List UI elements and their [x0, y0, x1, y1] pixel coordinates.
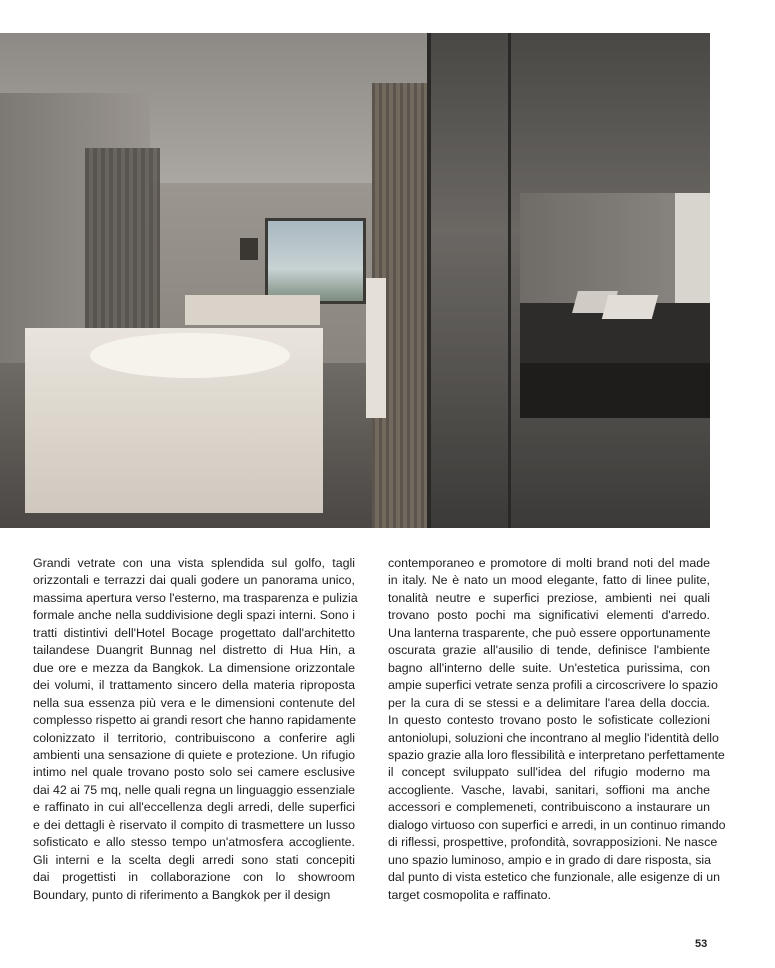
text-line: complesso rispetto ai grandi resort che hanno rapidamente — [33, 713, 357, 728]
text-line: tonalità neutre e superfici preziose, ambienti nei quali — [388, 590, 710, 605]
text-line: contemporaneo e promotore di molti brand noti del made — [388, 556, 710, 570]
text-line: il concept sviluppato sull'idea del rifugio moderno ma — [388, 765, 710, 780]
text-line: sofisticato e allo stesso tempo un'atmosfera accogliente. — [33, 835, 355, 850]
text-line: tratti distintivi dell'Hotel Bocage progettato dall'architetto — [33, 625, 355, 640]
text-line: Una lanterna trasparente, che può essere opportunamente — [388, 625, 711, 640]
pillow — [602, 295, 658, 319]
text-line: spazio grazie alla loro flessibilità e interpretano perfettamente — [388, 747, 725, 762]
coffee-table — [520, 363, 710, 418]
text-line: accogliente. Vasche, lavabi, sanitari, soffioni ma anche — [388, 782, 710, 797]
text-line: massima apertura verso l'esterno, ma trasparenza e pulizia — [33, 590, 358, 605]
text-line: formale anche nella suddivisione degli spazi interni. Sono i — [33, 608, 355, 623]
text-line: dal punto di vista estetico che funzionale, alle esigenze di un — [388, 870, 721, 885]
text-line: In questo contesto trovano posto le sofisticate collezioni — [388, 713, 710, 728]
text-line: oscurata grazie all'ausilio di tende, definisce l'ambiente — [388, 643, 710, 658]
text-line: nella sua essenza più vera e le dimensioni contenute del — [33, 695, 355, 710]
text-line: e dei dettagli è riservato il compito di trasmettere un lusso — [33, 817, 355, 832]
bathtub-basin — [90, 333, 290, 378]
text-line: colonizzato il territorio, contribuiscono a conferire agli — [33, 730, 355, 745]
text-line: Gli interni e la scelta degli arredi sono stati concepiti — [33, 852, 355, 867]
text-line: dai 42 ai 75 mq, nelle quali regna un linguaggio essenziale — [33, 782, 355, 797]
text-line: orizzontali e terrazzi dai quali godere un panorama unico, — [33, 573, 355, 588]
window-view — [265, 218, 366, 304]
text-line: e raffinato in cui all'eccellenza degli arredi, delle superfici — [33, 800, 355, 815]
text-line: intimo nel quale trovano posto solo sei camere esclusive — [33, 765, 355, 780]
article-column-right — [388, 555, 726, 904]
text-line: Boundary, punto di riferimento a Bangkok per il design — [33, 887, 331, 902]
bed — [185, 295, 320, 325]
lamp — [240, 238, 258, 260]
glass-frame — [508, 33, 511, 528]
text-line: in italy. Ne è nato un mood elegante, fatto di linee pulite, — [388, 573, 710, 588]
glass-frame — [427, 33, 431, 528]
page-number: 53 — [695, 938, 708, 950]
text-line: tailandese Duangrit Bunnag nel distretto di Hua Hin, a — [33, 643, 355, 658]
text-line: per la cura di se stessi e a delimitare l'area della doccia. — [388, 695, 710, 710]
article-column-left — [33, 555, 358, 904]
text-line: uno spazio luminoso, ampio e in grado di dare risposta, sia — [388, 852, 712, 867]
text-line: antoniolupi, soluzioni che incontrano al meglio l'identità dello — [388, 730, 719, 745]
text-line: trovano posto pochi ma significativi elementi d'arredo. — [388, 608, 710, 623]
text-line: target cosmopolita e raffinato. — [388, 887, 552, 902]
wall-art — [675, 193, 710, 303]
text-line: Grandi vetrate con una vista splendida sul golfo, tagli — [33, 556, 355, 570]
text-line: ampie superfici vetrate senza profili a circoscrivere lo spazio — [388, 678, 718, 693]
text-line: accessori e complemeneti, contribuiscono a instaurare un — [388, 800, 710, 815]
text-line: ambienti una sensazione di quiete e protezione. Un rifugio — [33, 747, 355, 762]
text-line: dei volumi, il trattamento sincero della materia riproposta — [33, 678, 355, 693]
hotel-suite-photo — [0, 33, 710, 528]
text-line: di riflessi, prospettive, profondità, sovrapposizioni. Ne nasce — [388, 835, 718, 850]
text-line: dai progettisti in collaborazione con lo showroom — [33, 870, 355, 885]
text-line: due ore e mezza da Bangkok. La dimensione orizzontale — [33, 660, 355, 675]
towel — [366, 278, 386, 418]
text-line: bagno all'interno delle suite. Un'estetica purissima, con — [388, 660, 710, 675]
text-line: dialogo virtuoso con superfici e arredi, in un continuo rimando — [388, 817, 726, 832]
